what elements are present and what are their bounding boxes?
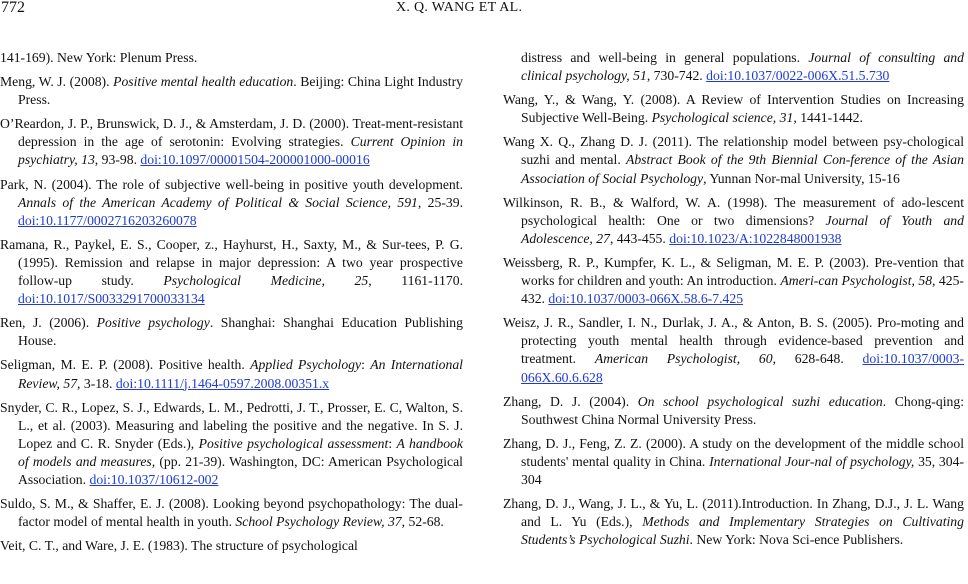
reference-text: , 3-18.	[77, 375, 116, 391]
reference-text: , 93-98.	[94, 152, 141, 168]
italic-text: A handbook of models and measures,	[18, 435, 463, 469]
reference-text: , 443-455.	[609, 230, 670, 246]
italic-text: Psychological Medicine, 25	[163, 273, 369, 289]
reference-text: :	[361, 357, 371, 373]
reference-text: Wang, Y., & Wang, Y. (2008). A Review of Intervention Studies on Increasing Subjective Well-Being.	[503, 92, 964, 126]
reference-entry	[503, 91, 964, 127]
reference-entry	[503, 314, 964, 386]
doi-link[interactable]: doi:10.1017/S0033291700033134	[18, 291, 205, 307]
italic-text: International Jour-nal of psychology,	[709, 453, 915, 469]
reference-entry	[0, 236, 463, 308]
reference-text: Wilkinson, R. B., & Walford, W. A. (1998). The measurement of ado-lescent psychological health: One or two dimensions?	[503, 194, 964, 228]
reference-entry	[0, 49, 463, 67]
italic-text: An International Review, 57	[18, 357, 463, 391]
reference-entry	[0, 537, 463, 555]
reference-text: Weissberg, R. P., Kumpfer, K. L., & Seligman, M. E. P. (2003). Pre-vention that works for children and youth: An introduction.	[503, 254, 964, 289]
italic-text: School Psychology Review, 37	[235, 514, 402, 530]
reference-text: Park, N. (2004). The role of subjective well-being in positive youth development.	[0, 176, 463, 192]
reference-text: Ren, J. (2006).	[0, 315, 97, 331]
doi-link[interactable]: doi:10.1037/0022-006X.51.5.730	[706, 68, 890, 84]
reference-entry	[0, 495, 463, 531]
reference-text: . New York: Nova Sci-ence Publishers.	[689, 532, 904, 548]
page-number: 772	[1, 0, 25, 16]
left-column	[0, 49, 463, 561]
reference-text: Veit, C. T., and Ware, J. E. (1983). The structure of psychological	[0, 538, 358, 554]
reference-entry	[503, 49, 964, 85]
reference-text: Zhang, D. J., Wang, J. L., & Yu, L. (2011).Introduction. In Zhang, D.J., J. L. Wang and L. Yu (Eds.),	[503, 496, 964, 530]
reference-entry	[0, 115, 463, 169]
reference-entry	[503, 254, 964, 308]
reference-text: O’Reardon, J. P., Brunswick, D. J., & Amsterdam, J. D. (2000). Treat-ment-resistant depression in the age of serotonin: Evolving strategies.	[0, 116, 463, 150]
doi-link[interactable]: doi:10.1097/00001504-200001000-00016	[140, 152, 370, 168]
doi-link[interactable]: doi:10.1023/A:1022848001938	[669, 230, 842, 246]
reference-text: 35, 304-304	[521, 453, 965, 487]
reference-text: , 628-648.	[772, 351, 863, 367]
reference-text: Zhang, D. J., Feng, Z. Z. (2000). A study on the development of the middle school students' mental quality in China.	[503, 435, 964, 469]
reference-text: :	[388, 435, 397, 451]
italic-text: Positive mental health education	[113, 74, 294, 90]
italic-text: Current Opinion in psychiatry, 13	[18, 134, 464, 168]
reference-text: , Yunnan Nor-mal University, 15-16	[703, 170, 900, 186]
reference-text: Zhang, D. J. (2004).	[503, 393, 638, 409]
reference-entry	[503, 393, 964, 429]
reference-text: . Chong-qing: Southwest China Normal University Press.	[521, 393, 965, 427]
reference-text: , 730-742.	[646, 68, 707, 84]
reference-text: Seligman, M. E. P. (2008). Positive health.	[0, 357, 251, 373]
reference-entry	[503, 495, 964, 549]
italic-text: Abstract Book of the 9th Biennial Con-ference of the Asian Association of Social Psychology	[521, 152, 964, 186]
reference-entry	[0, 73, 463, 109]
reference-text: , 425-432.	[521, 273, 964, 307]
doi-link[interactable]: doi:10.1177/0002716203260078	[18, 212, 197, 228]
italic-text: Annals of the American Academy of Political & Social Science, 591	[18, 194, 418, 210]
italic-text: Positive psychological assessment	[198, 435, 389, 451]
reference-text: Ramana, R., Paykel, E. S., Cooper, z., Hayhurst, H., Saxty, M., & Sur-tees, P. G. (1995). Remission and relapse in major depression: A two year prospective follow-up study.	[0, 236, 463, 289]
reference-text: . Beijing: China Light Industry Press.	[18, 74, 463, 108]
reference-entry	[0, 399, 463, 489]
doi-link[interactable]: doi:10.1037/0003-066X.60.6.628	[521, 351, 965, 385]
italic-text: Applied Psychology	[250, 357, 362, 373]
reference-text: , 1441-1442.	[793, 110, 863, 126]
reference-text: Snyder, C. R., Lopez, S. J., Edwards, L. M., Pedrotti, J. T., Prosser, E. C, Walton, S. L., et al. (2003). Measuring and labeling the positive and the negative. In S. J. Lopez and C. R. Snyder (Eds.),	[0, 399, 463, 451]
reference-text: , 52-68.	[401, 514, 444, 530]
reference-entry	[0, 314, 463, 350]
reference-text: Meng, W. J. (2008).	[0, 74, 114, 90]
reference-entry	[0, 356, 463, 392]
reference-text: (pp. 21-39). Washington, DC: American Psychological Association.	[18, 453, 463, 487]
doi-link[interactable]: doi:10.1037/10612-002	[89, 471, 219, 487]
italic-text: Psychological science, 31	[651, 110, 794, 126]
reference-text: distress and well-being in general populations.	[521, 50, 809, 65]
reference-text: Wang X. Q., Zhang D. J. (2011). The relationship model between psy-chological suzhi and mental.	[503, 134, 964, 168]
italic-text: Positive psychology	[96, 315, 210, 331]
reference-entry	[503, 133, 964, 187]
italic-text: Methods and Implementary Strategies on Cultivating Students’s Psychological Suzhi	[521, 514, 964, 548]
reference-text: . Shanghai: Shanghai Education Publishing House.	[18, 315, 463, 349]
doi-link[interactable]: doi:10.1111/j.1464-0597.2008.00351.x	[115, 375, 330, 391]
italic-text: Journal of Youth and Adolescence, 27	[521, 212, 964, 246]
italic-text: American Psychologist, 60	[594, 351, 773, 367]
reference-text: , 1161-1170.	[368, 273, 463, 289]
doi-link[interactable]: doi:10.1037/0003-066X.58.6-7.425	[548, 291, 744, 307]
italic-text: On school psychological suzhi education	[637, 393, 883, 409]
italic-text: Journal of consulting and clinical psychology, 51	[521, 50, 964, 84]
reference-text: Weisz, J. R., Sandler, I. N., Durlak, J. A., & Anton, B. S. (2005). Pro-moting and protecting youth mental health through evidence-based prevention and treatment.	[503, 315, 964, 367]
italic-text: Ameri-can Psychologist, 58	[780, 273, 933, 289]
reference-text: Suldo, S. M., & Shaffer, E. J. (2008). Looking beyond psychopathology: The dual-factor model of mental health in youth.	[0, 496, 463, 530]
running-head: X. Q. WANG ET AL.	[396, 0, 523, 15]
reference-text: 141-169). New York: Plenum Press.	[0, 50, 198, 65]
reference-entry	[503, 194, 964, 248]
reference-entry	[0, 176, 463, 230]
right-column	[503, 49, 964, 555]
reference-text: , 25-39.	[417, 194, 464, 210]
reference-entry	[503, 435, 964, 489]
